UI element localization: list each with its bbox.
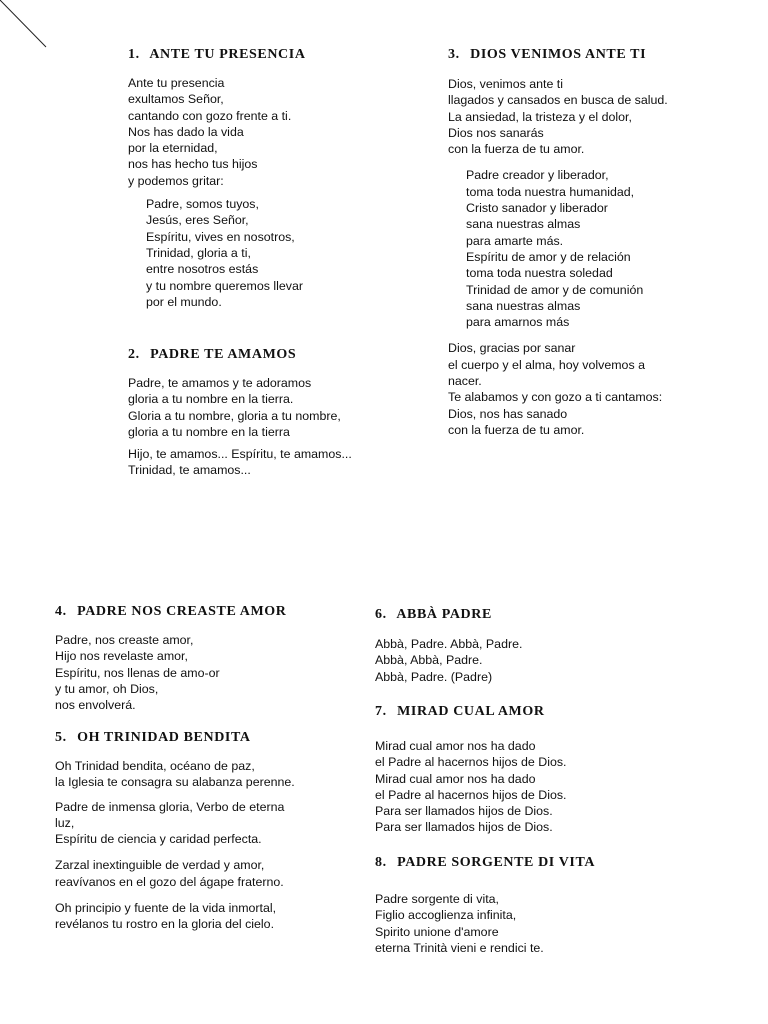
song-title: 2. PADRE TE AMAMOS xyxy=(128,347,297,362)
song-title: 7. MIRAD CUAL AMOR xyxy=(375,704,545,719)
song-title: 4. PADRE NOS CREASTE AMOR xyxy=(55,604,287,619)
verse: Padre sorgente di vita, Figlio accoglienza infinita, Spirito unione d'amore eterna Trinità vieni e rendici te. xyxy=(375,892,544,955)
chorus: Padre, somos tuyos, Jesús, eres Señor, Espíritu, vives en nosotros, Trinidad, gloria a ti, entre nosotros estás y tu nombre queremos llevar por el mundo. xyxy=(146,197,304,309)
verse: Padre, te amamos y te adoramos gloria a tu nombre en la tierra. Gloria a tu nombre, gloria a tu nombre, gloria a tu nombre en la tierra xyxy=(128,376,341,439)
song-5 xyxy=(55,730,295,933)
verse: Padre, nos creaste amor, Hijo nos revelaste amor, Espíritu, nos llenas de amo-or y tu amor, oh Dios, nos envolverá. xyxy=(55,633,220,713)
verse: Padre de inmensa gloria, Verbo de eterna luz, Espíritu de ciencia y caridad perfecta. xyxy=(55,799,285,847)
song-8 xyxy=(375,855,595,956)
verse: Abbà, Padre. Abbà, Padre. Abbà, Abbà, Padre. Abbà, Padre. (Padre) xyxy=(375,637,523,684)
verse: Ante tu presencia exultamos Señor, cantando con gozo frente a ti. Nos has dado la vida por la eternidad, nos has hecho tus hijos y podemos gritar: xyxy=(128,76,292,188)
verse: Hijo, te amamos... Espíritu, te amamos... Trinidad, te amamos... xyxy=(128,447,352,478)
verse: Dios, gracias por sanar el cuerpo y el alma, hoy volvemos a nacer. Te alabamos y con gozo a ti cantamos: Dios, nos has sanado con la fuerza de tu amor. xyxy=(448,341,663,437)
verse: Oh principio y fuente de la vida inmortal, revélanos tu rostro en la gloria del cielo. xyxy=(55,901,277,932)
song-6 xyxy=(375,607,522,685)
song-title: 6. ABBÀ PADRE xyxy=(375,607,492,622)
song-title: 3. DIOS VENIMOS ANTE TI xyxy=(448,47,647,62)
song-2 xyxy=(128,347,352,479)
corner-fold-line xyxy=(0,0,60,60)
song-title: 1. ANTE TU PRESENCIA xyxy=(128,47,306,62)
verse: Mirad cual amor nos ha dado el Padre al hacernos hijos de Dios. Mirad cual amor nos ha dado el Padre al hacernos hijos de Dios. Para ser llamados hijos de Dios. Para ser llamados hijos de Dios. xyxy=(375,739,567,835)
verse: Oh Trinidad bendita, océano de paz, la Iglesia te consagra su alabanza perenne. xyxy=(55,759,295,790)
song-4 xyxy=(55,604,286,713)
verse: Zarzal inextinguible de verdad y amor, reavívanos en el gozo del ágape fraterno. xyxy=(55,858,284,889)
song-title: 8. PADRE SORGENTE DI VITA xyxy=(375,855,596,870)
song-3 xyxy=(448,47,668,438)
verse: Dios, venimos ante ti llagados y cansados en busca de salud. La ansiedad, la tristeza y el dolor, Dios nos sanarás con la fuerza de tu amor. xyxy=(448,77,668,157)
song-1 xyxy=(128,47,306,310)
chorus: Padre creador y liberador, toma toda nuestra humanidad, Cristo sanador y liberador sana nuestras almas para amarte más. Espíritu de amor y de relación toma toda nuestra soledad Trinidad de amor y de comunión sana nuestras almas para amarnos más xyxy=(466,168,644,330)
song-7 xyxy=(375,704,566,836)
song-title: 5. OH TRINIDAD BENDITA xyxy=(55,730,251,745)
